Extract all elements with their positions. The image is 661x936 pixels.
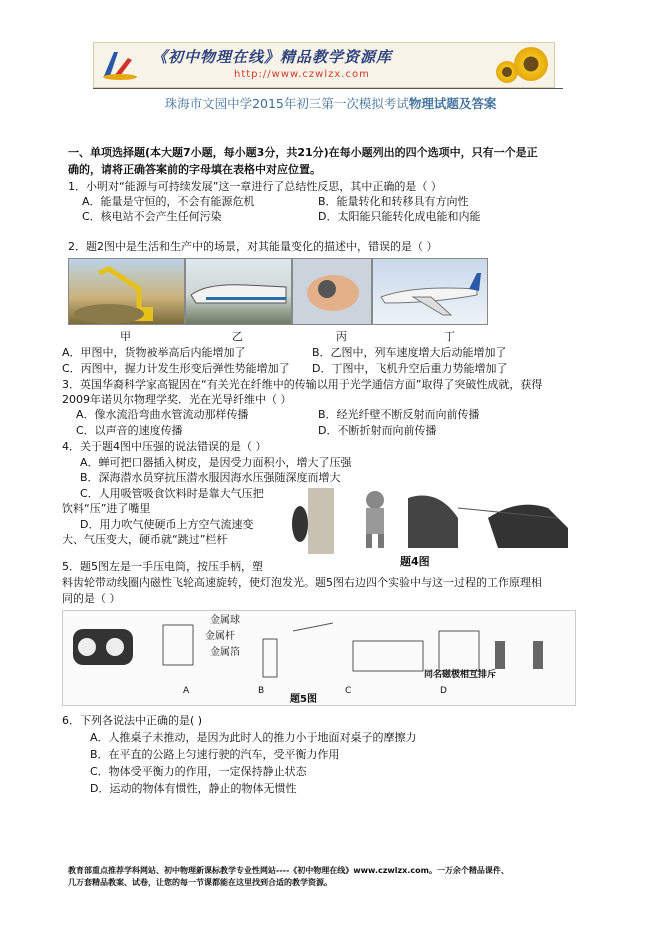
q5-stem-line2: 料齿轮带动线圈内磁性飞轮高速旋转，使灯泡发光。题5图右边四个实验中与这一过程的工作原理相 — [62, 576, 542, 589]
q3-option-d: D．不断折射而向前传播 — [318, 424, 437, 437]
footer-line1: 教育部重点推荐学科网站、初中物理新课标教学专业性网站----《初中物理在线》www.czwlzx.com。一万余个精品课件、 — [68, 866, 509, 875]
q4-image-coin — [398, 488, 573, 550]
header-rule — [93, 88, 563, 89]
title-subject: 物理试题及答案 — [408, 96, 497, 111]
q2-label-ding: 丁 — [444, 330, 455, 343]
q5-figure-caption: 题5图 — [290, 694, 317, 705]
section-heading-line2: 确的，请将正确答案前的字母填在表格中对应位置。 — [68, 163, 321, 176]
q2-image-crane — [68, 258, 185, 325]
q2-stem: 2．题2图中是生活和生产中的场景，对其能量变化的描述中，错误的是（ ） — [68, 240, 438, 253]
q2-image-grip — [292, 258, 372, 325]
q1-option-a: A．能量是守恒的，不会有能源危机 — [82, 195, 255, 208]
q4-option-a: A．蝉可把口器插入树皮，是因受力面积小，增大了压强 — [80, 456, 352, 469]
page-footer — [68, 865, 509, 889]
title-school: 珠海市文园中学2015年初三第一次模拟考试 — [164, 96, 409, 111]
q5-stem-line3: 同的是（ ） — [62, 592, 121, 605]
q2-image-plane — [372, 258, 488, 325]
q4-option-c-line2: 饮料“压”进了嘴里 — [62, 502, 151, 515]
q4-stem: 4．关于题4图中压强的说法错误的是（ ） — [62, 440, 267, 453]
q5-label-metal-foil: 金属箔 — [210, 647, 240, 658]
q1-stem: 1．小明对“能源与可持续发展”这一章进行了总结性反思，其中正确的是（ ） — [68, 180, 442, 193]
q2-label-jia: 甲 — [120, 330, 131, 343]
q5-label-metal-ball: 金属球 — [210, 615, 240, 626]
footer-line2: 几万套精品教案、试卷，让您的每一节课都能在这里找到合适的教学资源。 — [68, 878, 332, 887]
q2-label-yi: 乙 — [232, 330, 243, 343]
q3-option-a: A．像水流沿弯曲水管流动那样传播 — [76, 408, 249, 421]
q3-stem-line2: 2009年诺贝尔物理学奖．光在光导纤维中（ ） — [62, 393, 292, 406]
q1-option-d: D．太阳能只能转化成电能和内能 — [318, 210, 481, 223]
q4-image-cicada — [286, 488, 348, 554]
q2-image-train — [185, 258, 292, 325]
sunflower-icon — [514, 47, 548, 81]
q3-option-b: B．经光纤壁不断反射而向前传播 — [318, 408, 480, 421]
q1-option-b: B．能量转化和转移具有方向性 — [318, 195, 469, 208]
q3-option-c: C．以声音的速度传播 — [76, 424, 183, 437]
q5-letter-b: B — [258, 686, 265, 696]
banner-title: 《初中物理在线》精品教学资源库 — [152, 48, 393, 66]
q6-option-a: A．人推桌子未推动，是因为此时人的推力小于地面对桌子的摩擦力 — [90, 731, 417, 744]
q5-label-metal-rod: 金属杆 — [205, 631, 235, 642]
q3-stem-line1: 3．英国华裔科学家高锟因在“有关光在纤维中的传输以用于光学通信方面”取得了突破性成就，获得 — [62, 378, 543, 391]
q4-figure-caption: 题4图 — [400, 555, 430, 568]
q1-option-c: C．核电站不会产生任何污染 — [82, 210, 222, 223]
q6-option-b: B．在平直的公路上匀速行驶的汽车，受平衡力作用 — [90, 748, 340, 761]
q4-option-d-line2: 大、气压变大，硬币就“跳过”栏杆 — [62, 533, 228, 546]
q5-letter-d: D — [440, 686, 447, 696]
q5-letter-c: C — [345, 686, 352, 696]
q2-option-a: A．甲图中，货物被举高后内能增加了 — [62, 346, 246, 359]
q6-stem: 6．下列各说法中正确的是( ) — [62, 714, 203, 727]
banner-url: http://www.czwlzx.com — [234, 69, 370, 80]
q5-figure — [62, 610, 576, 706]
q2-option-d: D．丁图中，飞机升空后重力势能增加了 — [312, 362, 508, 375]
q4-option-d-line1: D．用力吹气使硬币上方空气流速变 — [80, 518, 254, 531]
q5-stem-line1: 5．题5图左是一手压电筒，按压手柄，塑 — [62, 560, 263, 573]
q4-option-c-line1: C．人用吸管吸食饮料时是靠大气压把 — [80, 487, 264, 500]
q5-note-d: 同名磁极相互排斥 — [424, 670, 497, 680]
q4-image-diver — [356, 488, 394, 550]
q5-letter-a: A — [183, 686, 190, 696]
q4-option-b: B．深海潜水员穿抗压潜水服因海水压强随深度而增大 — [80, 471, 341, 484]
document-title — [0, 94, 661, 112]
q2-label-bing: 丙 — [336, 330, 347, 343]
q6-option-d: D．运动的物体有惯性，静止的物体无惯性 — [90, 782, 297, 795]
section-heading-line1: 一、单项选择题(本大题7小题，每小题3分，共21分)在每小题列出的四个选项中，只有一个是正 — [68, 146, 538, 159]
header-banner — [93, 42, 555, 88]
q2-option-b: B．乙图中，列车速度增大后动能增加了 — [312, 346, 507, 359]
q2-option-c: C．丙图中，握力计发生形变后弹性势能增加了 — [62, 362, 290, 375]
site-logo-icon — [100, 48, 138, 82]
q6-option-c: C．物体受平衡力的作用，一定保持静止状态 — [90, 765, 307, 778]
